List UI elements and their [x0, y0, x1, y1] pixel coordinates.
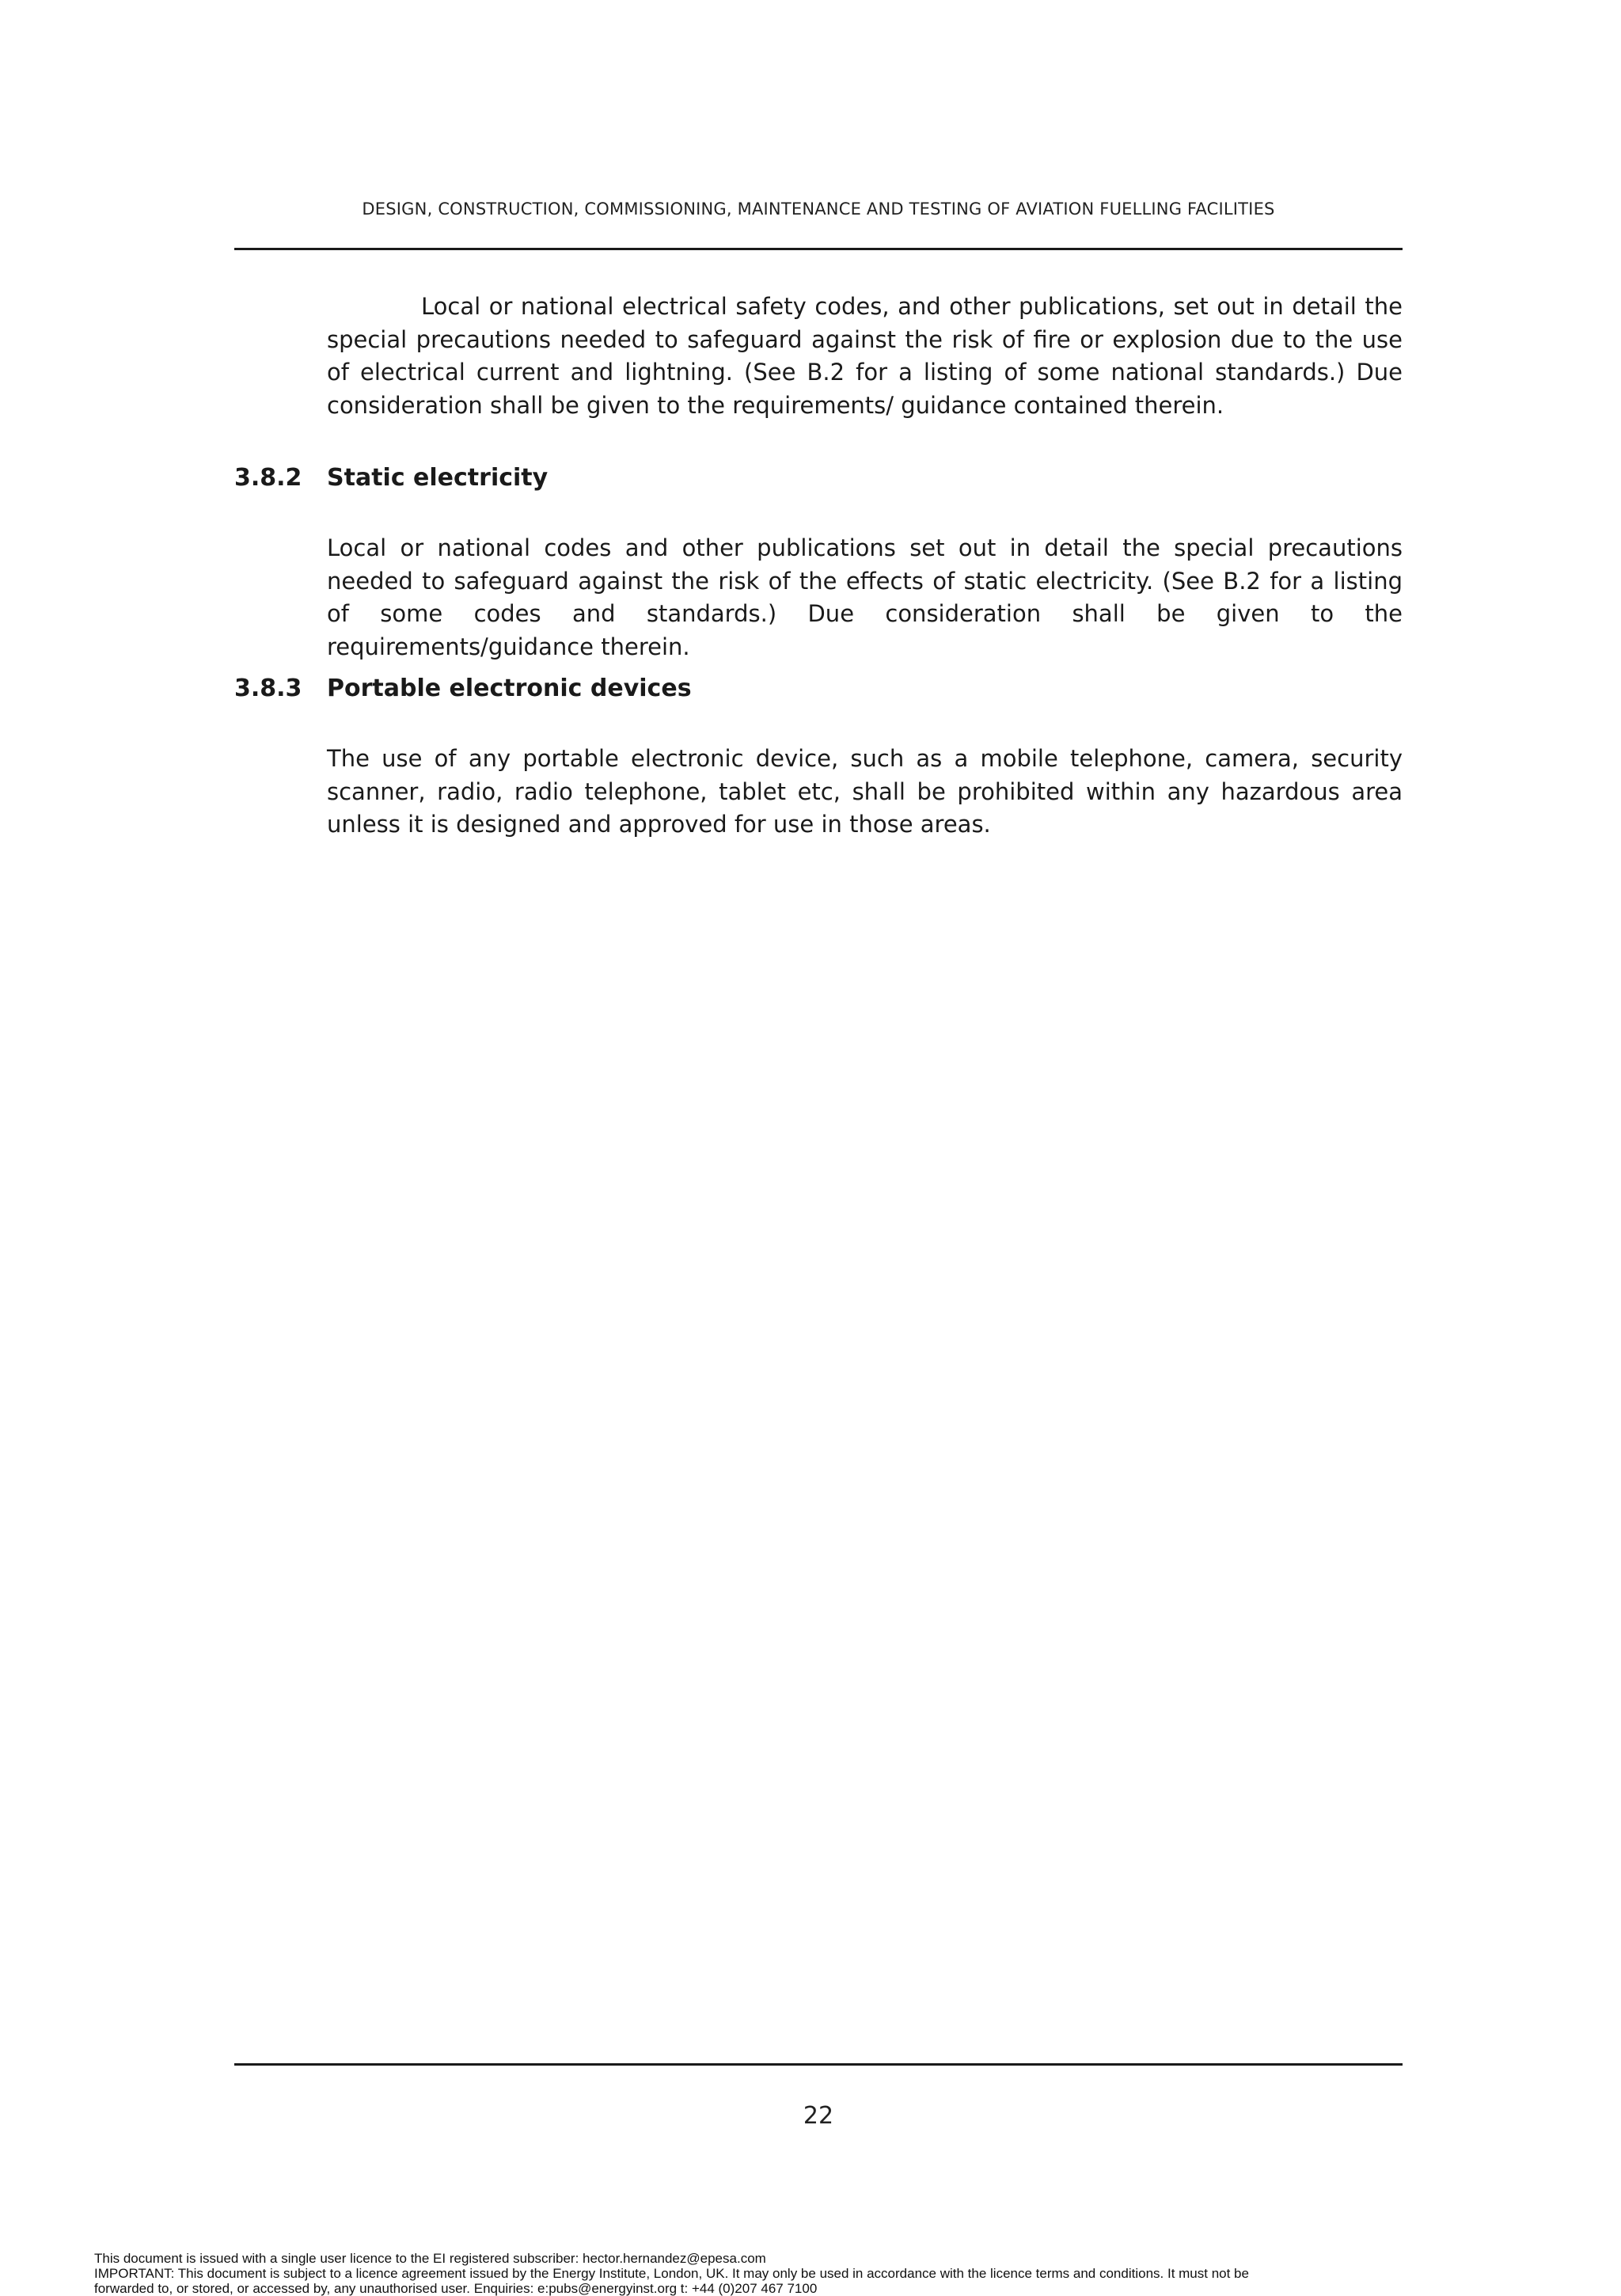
licence-line: This document is issued with a single user licence to the EI registered subscriber: hector.hernandez@epesa.com	[94, 2251, 766, 2266]
portable-devices-paragraph: The use of any portable electronic device, such as a mobile telephone, camera, security scanner, radio, radio telephone, tablet etc, shall be prohibited within any hazardous area unless it is designed and approved for use in those areas.	[327, 745, 1403, 838]
intro-paragraph: Local or national electrical safety codes, and other publications, set out in detail the special precautions needed to safeguard against the risk of fire or explosion due to the use of electrical current and lightning. (See B.2 for a listing of some national standards.) Due consideration shall be given to the requirements/ guidance contained therein.	[327, 293, 1403, 419]
running-header: DESIGN, CONSTRUCTION, COMMISSIONING, MAINTENANCE AND TESTING OF AVIATION FUELLING FACILITIES	[362, 200, 1275, 219]
licence-line: forwarded to, or stored, or accessed by, any unauthorised user. Enquiries: e:pubs@energyinst.org t: +44 (0)207 467 7100	[94, 2281, 818, 2296]
section-heading-static-electricity	[234, 462, 548, 494]
footer-rule	[234, 2063, 1403, 2066]
page-number: 22	[803, 2102, 834, 2130]
section-heading-portable-devices	[234, 673, 692, 705]
section-number: 3.8.2	[234, 464, 302, 492]
section-title: Portable electronic devices	[327, 675, 692, 702]
licence-notice	[94, 2251, 1598, 2296]
section-title: Static electricity	[327, 464, 549, 492]
section-number: 3.8.3	[234, 675, 302, 702]
static-electricity-paragraph: Local or national codes and other publications set out in detail the special precautions needed to safeguard against the risk of the effects of static electricity. (See B.2 for a listing of some codes and standards.) Due consideration shall be given to the requirements/guidance therein.	[327, 534, 1403, 660]
header-rule	[234, 248, 1403, 250]
licence-line: IMPORTANT: This document is subject to a licence agreement issued by the Energy Institute, London, UK. It may only be used in accordance with the licence terms and conditions. It must not be	[94, 2266, 1249, 2281]
